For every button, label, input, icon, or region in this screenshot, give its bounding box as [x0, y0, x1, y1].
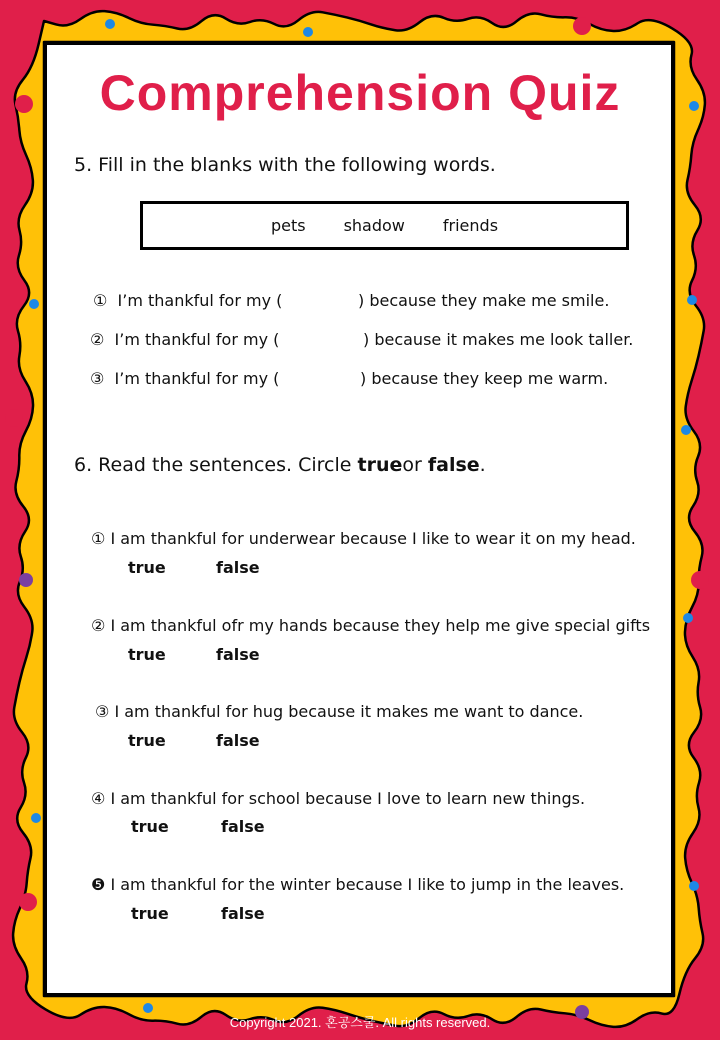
decorative-dot — [687, 295, 697, 305]
true-option[interactable]: true — [128, 731, 166, 750]
sentence-start: I’m thankful for my ( — [114, 369, 280, 388]
decorative-dot — [105, 19, 115, 29]
fill-sentence-1 — [93, 291, 610, 310]
true-option[interactable]: true — [131, 904, 169, 923]
worksheet-page — [44, 42, 674, 996]
false-option[interactable]: false — [221, 904, 265, 923]
decorative-dot — [689, 881, 699, 891]
decorative-dot — [681, 425, 691, 435]
decorative-dot — [683, 613, 693, 623]
sentence-start: I’m thankful for my ( — [117, 291, 283, 310]
question-6-prompt: 6. Read the sentences. Circle trueor false. — [74, 454, 486, 476]
decorative-dot — [691, 571, 709, 589]
item-number: ③ — [90, 369, 105, 388]
sentence-end: ) because they keep me warm. — [360, 369, 609, 388]
tf-sentence-2: ② I am thankful ofr my hands because they help me give special gifts — [91, 616, 651, 635]
true-option[interactable]: true — [128, 558, 166, 577]
false-option[interactable]: false — [221, 817, 265, 836]
sentence-end: ) because they make me smile. — [358, 291, 610, 310]
decorative-dot — [31, 813, 41, 823]
decorative-dot — [19, 573, 33, 587]
word-bank-item: friends — [442, 216, 499, 235]
question-5-prompt: 5. Fill in the blanks with the following words. — [74, 154, 496, 176]
fill-sentence-3 — [90, 369, 609, 388]
tf-sentence-1: ① I am thankful for underwear because I like to wear it on my head. — [91, 529, 636, 548]
tf-sentence-4: ④ I am thankful for school because I love to learn new things. — [91, 789, 586, 808]
decorative-dot — [29, 299, 39, 309]
true-option[interactable]: true — [128, 645, 166, 664]
item-number: ② — [90, 330, 105, 349]
copyright-text: Copyright 2021. 혼공스쿨. All rights reserved. — [229, 1015, 491, 1030]
false-option[interactable]: false — [216, 645, 260, 664]
tf-sentence-3: ③ I am thankful for hug because it makes me want to dance. — [95, 702, 584, 721]
page-title: Comprehension Quiz — [99, 65, 621, 121]
false-option[interactable]: false — [216, 731, 260, 750]
decorative-dot — [5, 409, 23, 427]
true-option[interactable]: true — [131, 817, 169, 836]
sentence-end: ) because it makes me look taller. — [363, 330, 634, 349]
sentence-start: I’m thankful for my ( — [114, 330, 280, 349]
decorative-dot — [19, 893, 37, 911]
item-number: ① — [93, 291, 108, 310]
fill-sentence-2 — [90, 330, 634, 349]
decorative-dot — [303, 27, 313, 37]
decorative-dot — [573, 17, 591, 35]
word-bank-item: pets — [270, 216, 306, 235]
word-bank — [140, 201, 629, 250]
tf-sentence-5: ❺ I am thankful for the winter because I like to jump in the leaves. — [91, 875, 625, 894]
false-option[interactable]: false — [216, 558, 260, 577]
word-bank-item: shadow — [343, 216, 405, 235]
